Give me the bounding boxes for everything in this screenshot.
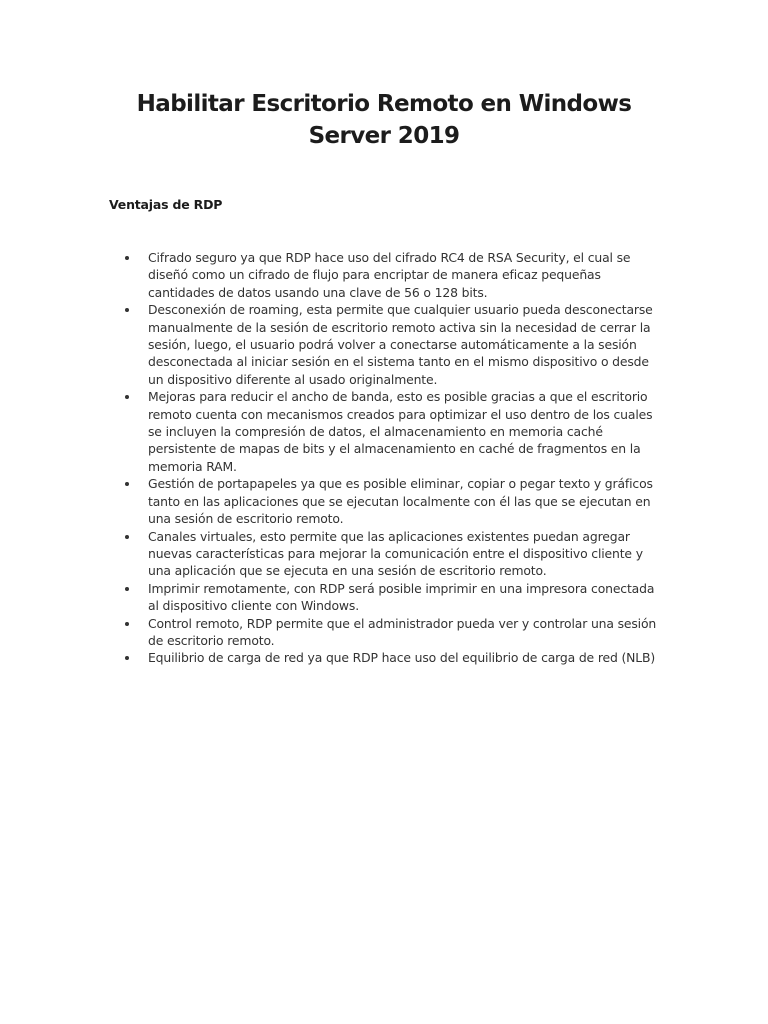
list-item-text: Control remoto, RDP permite que el administrador pueda ver y controlar una sesión de escritorio remoto. xyxy=(148,615,657,648)
bullet-icon xyxy=(125,587,129,591)
list-item xyxy=(148,649,664,666)
list-item-text: Desconexión de roaming, esta permite que cualquier usuario pueda desconectarse manualmente de la sesión de escritorio remoto activa sin la necesidad de cerrar la sesión, luego, el usuario podrá volver a conectarse automáticamente a la sesión desconectada al iniciar sesión en el sistema tanto en el mismo dispositivo o desde un dispositivo diferente al usado originalmente. xyxy=(148,302,653,387)
list-item xyxy=(148,475,664,527)
list-item-text: Cifrado seguro ya que RDP hace uso del cifrado RC4 de RSA Security, el cual se diseñó como un cifrado de flujo para encriptar de manera eficaz pequeñas cantidades de datos usando una clave de 56 o 128 bits. xyxy=(148,250,631,300)
list-item-text: Gestión de portapapeles ya que es posible eliminar, copiar o pegar texto y gráficos tanto en las aplicaciones que se ejecutan localmente con él las que se ejecutan en una sesión de escritorio remoto. xyxy=(148,476,653,527)
list-item xyxy=(148,388,664,475)
list-item-text: Imprimir remotamente, con RDP será posible imprimir en una impresora conectada al dispositivo cliente con Windows. xyxy=(148,580,655,614)
advantages-list xyxy=(148,249,664,667)
bullet-icon xyxy=(125,535,129,539)
list-item xyxy=(148,528,664,580)
list-item-text: Canales virtuales, esto permite que las aplicaciones existentes puedan agregar nuevas características para mejorar la comunicación entre el dispositivo cliente y una aplicación que se ejecuta en una sesión de escritorio remoto. xyxy=(148,528,643,579)
list-item-text: Mejoras para reducir el ancho de banda, esto es posible gracias a que el escritorio remoto cuenta con mecanismos creados para optimizar el uso dentro de los cuales se incluyen la compresión de datos, el almacenamiento en memoria caché persistente de mapas de bits y el almacenamiento en caché de fragmentos en la memoria RAM. xyxy=(148,389,653,474)
bullet-icon xyxy=(125,256,129,260)
bullet-icon xyxy=(125,308,129,312)
section-heading: Ventajas de RDP xyxy=(109,197,223,212)
list-item xyxy=(148,615,664,650)
document-title: Habilitar Escritorio Remoto en Windows Server 2019 xyxy=(136,91,632,149)
list-item-text: Equilibrio de carga de red ya que RDP hace uso del equilibrio de carga de red (NLB) xyxy=(148,650,656,666)
list-item xyxy=(148,580,664,615)
list-item xyxy=(148,301,664,388)
bullet-icon xyxy=(125,656,129,660)
bullet-icon xyxy=(125,395,129,399)
list-item xyxy=(148,249,664,301)
bullet-icon xyxy=(125,622,129,626)
bullet-icon xyxy=(125,482,129,486)
